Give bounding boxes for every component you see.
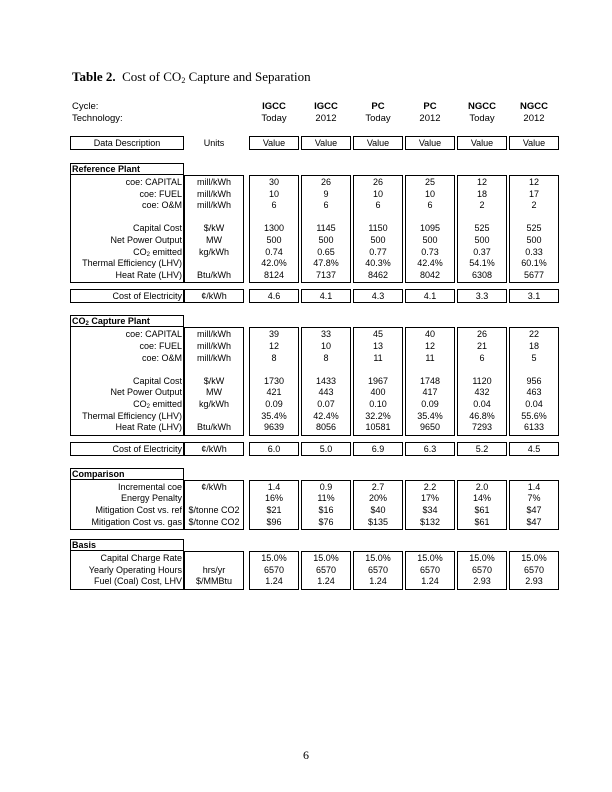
row-value: 11 (373, 352, 383, 363)
row-value: 15.0% (469, 553, 495, 564)
header-value: Value (418, 137, 442, 148)
row-label: $CO_2$ emitted (133, 399, 182, 410)
section-title: $CO_2$ Capture Plant (72, 316, 150, 328)
row-value: 25 (424, 177, 435, 187)
row-value: 500 (526, 235, 542, 245)
row-value: 15.0% (417, 553, 443, 564)
row-value: 9650 (419, 422, 441, 433)
row-value: 2.7 (371, 481, 385, 492)
section-title: Basis (72, 540, 97, 551)
row-value: 1300 (263, 223, 285, 234)
row-value: 15.0% (313, 553, 339, 564)
row-value: 26 (476, 329, 487, 340)
row-value: 26 (372, 177, 383, 187)
cycle-label: Cycle: (72, 101, 99, 112)
row-value: 30 (268, 177, 279, 187)
row-value: 6 (375, 200, 381, 211)
row-value: $76 (318, 516, 334, 527)
row-units: ¢/kWh (201, 443, 227, 454)
row-value: 46.8% (469, 410, 495, 421)
row-value: 417 (422, 387, 438, 398)
row-units: kg/kWh (198, 246, 229, 257)
row-value: $61 (474, 516, 490, 527)
row-value: 12 (476, 177, 487, 187)
cycle-header: PC (423, 101, 437, 112)
row-value: 1120 (472, 375, 492, 386)
row-value: 8124 (263, 269, 285, 280)
row-value: 0.09 (265, 399, 283, 409)
header-value: Value (522, 137, 546, 148)
row-value: $61 (474, 505, 490, 515)
technology-header: Today (365, 113, 391, 124)
row-value: 8 (271, 352, 277, 363)
row-value: 6570 (471, 564, 493, 575)
row-value: 11 (425, 352, 435, 363)
section-title: Reference Plant (72, 164, 141, 174)
row-value: 8 (323, 352, 329, 363)
row-value: 0.09 (421, 399, 439, 409)
row-value: $21 (266, 505, 282, 515)
row-label: coe: O&M (141, 352, 182, 363)
row-value: 17% (420, 493, 439, 504)
row-value: 4.5 (527, 443, 541, 454)
row-value: 42.0% (261, 258, 287, 269)
row-value: $135 (367, 516, 389, 527)
row-value: 4.1 (319, 291, 333, 302)
row-value: 1.4 (527, 481, 541, 492)
caption-subscript: 2 (181, 76, 186, 85)
row-value: $47 (526, 505, 542, 515)
row-value: 6 (271, 200, 277, 211)
row-value: 15.0% (521, 553, 547, 564)
row-value: 45 (372, 329, 383, 340)
row-label: Fuel (Coal) Cost, LHV (93, 576, 182, 587)
row-value: 2 (479, 200, 485, 211)
row-value: 4.3 (371, 291, 385, 302)
row-value: 10 (320, 341, 331, 351)
row-units: Btu/kWh (196, 422, 231, 433)
row-value: 0.77 (369, 246, 387, 257)
header-value: Value (314, 137, 338, 148)
row-value: 18 (476, 188, 487, 199)
row-units: Btu/kWh (196, 269, 231, 280)
row-value: 2.93 (473, 576, 491, 587)
row-value: 7137 (315, 269, 337, 280)
row-value: 12 (424, 341, 435, 351)
row-value: 13 (372, 341, 383, 351)
row-label: Capital Charge Rate (100, 553, 182, 564)
row-label: Cost of Electricity (112, 443, 182, 454)
row-label: Mitigation Cost vs. ref (95, 505, 182, 515)
row-value: 2 (531, 200, 537, 211)
row-value: 0.04 (525, 399, 543, 409)
cycle-header: PC (371, 101, 385, 112)
row-label: Cost of Electricity (112, 291, 182, 302)
row-value: 1730 (263, 375, 285, 386)
row-value: 32.2% (365, 410, 391, 421)
row-label: Capital Cost (132, 375, 182, 386)
row-value: 18 (528, 341, 539, 351)
row-value: 7293 (471, 422, 493, 433)
row-value: 6.0 (267, 443, 281, 454)
row-value: 60.1% (521, 258, 547, 269)
row-value: 1.24 (265, 576, 283, 587)
row-value: 6308 (471, 269, 493, 280)
row-value: 0.74 (265, 246, 283, 257)
row-value: 1748 (419, 375, 441, 386)
row-units: mill/kWh (197, 352, 231, 363)
row-value: 956 (526, 375, 542, 386)
caption-suffix: Capture and Separation (185, 69, 311, 84)
row-label: Yearly Operating Hours (88, 564, 182, 575)
row-value: 4.1 (423, 291, 437, 302)
row-value: 6.9 (371, 443, 385, 454)
header-units: Units (203, 137, 225, 148)
row-value: 443 (318, 387, 334, 398)
row-value: 525 (474, 223, 490, 234)
row-value: 14% (472, 493, 491, 504)
table-label: Table 2 (72, 69, 113, 84)
row-units: ¢/kWh (201, 481, 227, 492)
row-units: kg/kWh (198, 399, 229, 409)
cycle-header: IGCC (262, 101, 286, 112)
row-value: 6570 (367, 564, 389, 575)
row-value: 5 (531, 352, 537, 363)
row-value: 0.07 (317, 399, 335, 409)
row-value: 6570 (419, 564, 441, 575)
row-value: $132 (419, 516, 441, 527)
row-value: 16% (264, 493, 283, 504)
row-value: 1433 (315, 375, 337, 386)
row-value: 2.93 (525, 576, 543, 587)
row-value: $40 (370, 505, 386, 515)
row-value: 6 (323, 200, 329, 211)
row-value: 9639 (263, 422, 285, 433)
row-label: Incremental coe (117, 481, 182, 492)
row-value: 15.0% (261, 553, 287, 564)
row-units: $/kW (203, 223, 225, 234)
row-value: 17 (528, 188, 539, 199)
row-label: coe: CAPITAL (125, 177, 182, 187)
row-value: 6 (427, 200, 433, 211)
row-units: MW (206, 387, 222, 398)
row-units: mill/kWh (197, 329, 231, 340)
row-label: coe: FUEL (139, 341, 182, 351)
row-value: 8462 (367, 269, 389, 280)
row-value: 400 (370, 387, 386, 398)
row-value: 35.4% (417, 410, 443, 421)
row-value: 421 (266, 387, 282, 398)
header-description: Data Description (93, 137, 161, 148)
row-units: MW (206, 235, 222, 245)
header-value: Value (366, 137, 390, 148)
page-number: 6 (303, 748, 309, 762)
row-value: 42.4% (417, 258, 443, 269)
header-value: Value (262, 137, 286, 148)
row-value: 10 (372, 188, 383, 199)
row-value: 1.24 (421, 576, 439, 587)
row-value: 1967 (367, 375, 389, 386)
row-value: 0.65 (317, 246, 335, 257)
row-label: Energy Penalty (120, 493, 182, 504)
row-value: 4.6 (267, 291, 281, 302)
row-value: 1.24 (369, 576, 387, 587)
row-value: 3.1 (527, 291, 541, 302)
row-units: $/tonne CO2 (188, 516, 240, 527)
row-value: 12 (528, 177, 539, 187)
row-value: $47 (526, 516, 542, 527)
row-value: $96 (266, 516, 282, 527)
row-value: 500 (318, 235, 334, 245)
row-value: 35.4% (261, 410, 287, 421)
row-value: 33 (320, 329, 331, 340)
section-title: Comparison (72, 468, 125, 479)
row-label: coe: CAPITAL (125, 329, 182, 340)
row-units: mill/kWh (197, 177, 231, 187)
row-value: 3.3 (475, 291, 489, 302)
row-value: 1.4 (267, 481, 281, 492)
row-value: 5.0 (319, 443, 333, 454)
row-value: 20% (368, 493, 387, 504)
row-label: Thermal Efficiency (LHV) (82, 410, 182, 421)
row-value: 0.37 (473, 246, 491, 257)
row-value: 40 (424, 329, 435, 340)
row-value: 6133 (523, 422, 545, 433)
row-value: 47.8% (313, 258, 339, 269)
row-value: 1.24 (317, 576, 335, 587)
row-value: 0.73 (421, 246, 439, 257)
row-value: 8056 (315, 422, 337, 433)
row-value: 5.2 (475, 443, 489, 454)
row-value: 11% (317, 493, 335, 504)
cycle-header: NGCC (520, 101, 548, 112)
row-label: Heat Rate (LHV) (115, 422, 182, 433)
row-label: $CO_2$ emitted (133, 246, 182, 258)
row-value: 6570 (315, 564, 337, 575)
row-value: 9 (323, 188, 329, 199)
row-value: 55.6% (521, 410, 547, 421)
row-value: 432 (474, 387, 490, 398)
technology-header: 2012 (315, 113, 337, 124)
row-value: 6 (479, 352, 485, 363)
row-value: 500 (422, 235, 438, 245)
row-value: 500 (266, 235, 282, 245)
row-value: 8042 (419, 269, 441, 280)
row-value: 54.1% (469, 258, 495, 269)
row-value: 0.33 (525, 246, 543, 257)
row-value: 6570 (263, 564, 285, 575)
cycle-header: IGCC (314, 101, 338, 112)
row-value: 22 (528, 329, 539, 340)
technology-header: Today (469, 113, 495, 124)
row-value: 40.3% (365, 258, 391, 269)
row-label: coe: O&M (141, 200, 182, 211)
row-value: 10 (424, 188, 435, 199)
row-label: Capital Cost (132, 223, 182, 234)
row-label: coe: FUEL (139, 188, 182, 199)
row-label: Net Power Output (110, 235, 182, 245)
caption-prefix: Cost of CO (122, 69, 182, 84)
row-value: 5677 (523, 269, 545, 280)
row-value: 12 (268, 341, 279, 351)
row-value: 39 (268, 329, 279, 340)
row-value: 0.9 (319, 481, 333, 492)
cycle-header: NGCC (468, 101, 496, 112)
row-label: Mitigation Cost vs. gas (91, 516, 182, 527)
technology-header: 2012 (419, 113, 441, 124)
row-value: 42.4% (313, 410, 339, 421)
row-units: $/MMBtu (195, 576, 232, 587)
technology-label: Technology: (72, 113, 123, 124)
row-value: 0.10 (369, 399, 387, 409)
row-value: $16 (318, 505, 334, 515)
row-value: 500 (474, 235, 490, 245)
header-value: Value (470, 137, 494, 148)
row-value: 1095 (419, 223, 441, 234)
row-value: 525 (526, 223, 542, 234)
row-value: 7% (527, 493, 541, 504)
row-units: $/tonne CO2 (188, 505, 240, 515)
technology-header: Today (261, 113, 287, 124)
row-value: 10 (268, 188, 279, 199)
row-value: 2.2 (423, 481, 437, 492)
row-value: 6570 (523, 564, 545, 575)
row-value: 26 (320, 177, 331, 187)
row-units: mill/kWh (197, 341, 231, 351)
row-units: mill/kWh (197, 188, 231, 199)
row-value: 6.3 (423, 443, 437, 454)
row-value: 463 (526, 387, 542, 398)
row-value: 15.0% (365, 553, 391, 564)
row-value: 500 (370, 235, 386, 245)
technology-header: 2012 (523, 113, 545, 124)
row-value: 1150 (368, 223, 388, 234)
row-label: Heat Rate (LHV) (115, 269, 182, 280)
row-value: 21 (476, 341, 487, 351)
row-value: 1145 (316, 223, 336, 234)
row-units: ¢/kWh (201, 291, 227, 302)
row-value: 2.0 (475, 481, 489, 492)
row-value: $34 (422, 505, 438, 515)
row-label: Thermal Efficiency (LHV) (82, 258, 182, 269)
row-value: 10581 (365, 422, 391, 433)
row-value: 0.04 (473, 399, 491, 409)
table-caption: Table 2. Cost of $CO_2$ Capture and Separation (72, 69, 311, 85)
row-units: mill/kWh (197, 200, 231, 211)
row-units: $/kW (203, 375, 225, 386)
row-label: Net Power Output (110, 387, 182, 398)
row-units: hrs/yr (202, 564, 226, 575)
